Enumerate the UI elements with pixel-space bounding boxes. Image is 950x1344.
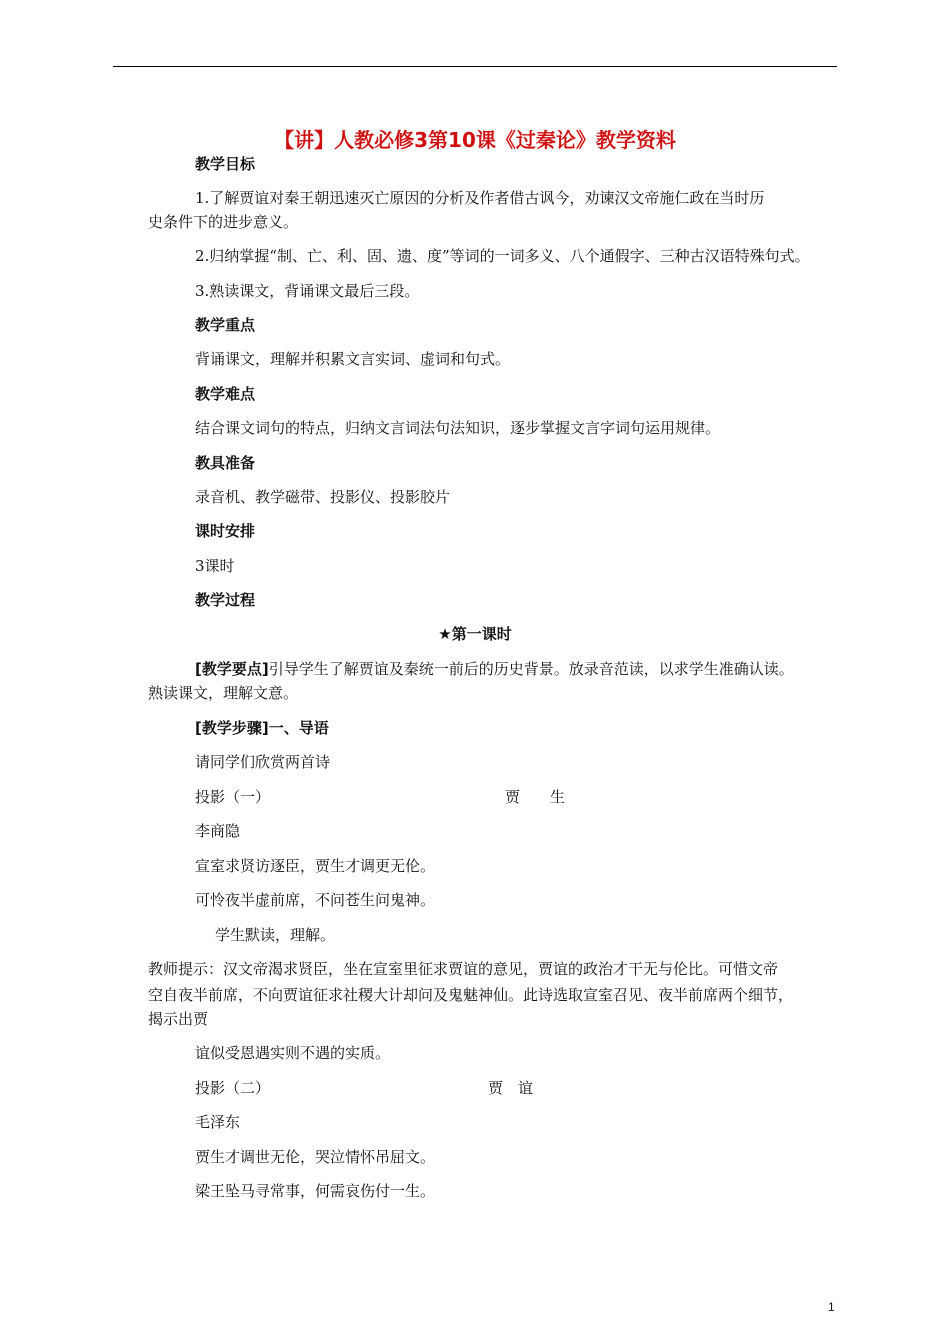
page-number: 1: [828, 1300, 835, 1314]
goals-heading: 教学目标: [195, 155, 256, 173]
goal-3: 3.熟读课文，背诵课文最后三段。: [195, 282, 420, 300]
teaching-points-label: [教学要点]: [195, 660, 269, 678]
poem-2-author: 毛泽东: [195, 1113, 241, 1131]
schedule-heading: 课时安排: [195, 522, 256, 540]
teaching-points: [195, 659, 794, 679]
goal-2: 2.归纳掌握“制、亡、利、固、遗、度”等词的一词多义、八个通假字、三种古汉语特殊句式。: [195, 247, 810, 265]
teaching-points-line-2: 熟读课文，理解文意。: [148, 684, 299, 702]
teacher-hint-line-3: 揭示出贾: [148, 1010, 209, 1028]
key-text: 背诵课文，理解并积累文言实词、虚词和句式。: [195, 350, 511, 368]
difficulty-heading: 教学难点: [195, 385, 256, 403]
key-heading: 教学重点: [195, 316, 256, 334]
poem-1-line-1: 宣室求贤访逐臣，贾生才调更无伦。: [195, 857, 436, 875]
document-title: 【讲】人教必修3第10课《过秦论》教学资料: [274, 128, 676, 152]
teaching-steps-heading: [教学步骤]一、导语: [195, 719, 329, 737]
tools-heading: 教具准备: [195, 454, 256, 472]
difficulty-text: 结合课文词句的特点，归纳文言词法句法知识，逐步掌握文言字词句运用规律。: [195, 419, 721, 437]
teacher-hint-line-4: 谊似受恩遇实则不遇的实质。: [195, 1044, 391, 1062]
tools-text: 录音机、教学磁带、投影仪、投影胶片: [195, 488, 451, 506]
student-reading: 学生默读，理解。: [215, 926, 336, 944]
schedule-text: 3课时: [195, 557, 235, 575]
teacher-hint-line-1: 教师提示：汉文帝渴求贤臣，坐在宣室里征求贾谊的意见，贾谊的政治才干无与伦比。可惜文帝: [148, 960, 779, 978]
intro-text: 请同学们欣赏两首诗: [195, 753, 331, 771]
poem-2-line-2: 梁王坠马寻常事，何需哀伤付一生。: [195, 1182, 436, 1200]
teacher-hint-line-2: 空自夜半前席，不向贾谊征求社稷大计却问及鬼魅神仙。此诗选取宣室召见、夜半前席两个细节，: [148, 986, 794, 1004]
process-heading: 教学过程: [195, 591, 256, 609]
projection-1-label: 投影（一）: [195, 788, 271, 806]
header-rule: [113, 66, 837, 67]
poem-1-line-2: 可怜夜半虚前席，不问苍生问鬼神。: [195, 891, 436, 909]
poem-2-title: 贾 谊: [488, 1079, 534, 1097]
projection-2-label: 投影（二）: [195, 1079, 271, 1097]
poem-1-author: 李商隐: [195, 822, 241, 840]
lesson-1-heading: ★第一课时: [438, 625, 512, 643]
poem-1-title: 贾 生: [505, 788, 566, 806]
goal-1-line-2: 史条件下的进步意义。: [148, 213, 299, 231]
goal-1-line-1: 1.了解贾谊对秦王朝迅速灭亡原因的分析及作者借古讽今，劝谏汉文帝施仁政在当时历: [195, 189, 765, 207]
teaching-points-text: 引导学生了解贾谊及秦统一前后的历史背景。放录音范读，以求学生准确认读。: [268, 660, 794, 678]
poem-2-line-1: 贾生才调世无伦，哭泣情怀吊屈文。: [195, 1148, 436, 1166]
